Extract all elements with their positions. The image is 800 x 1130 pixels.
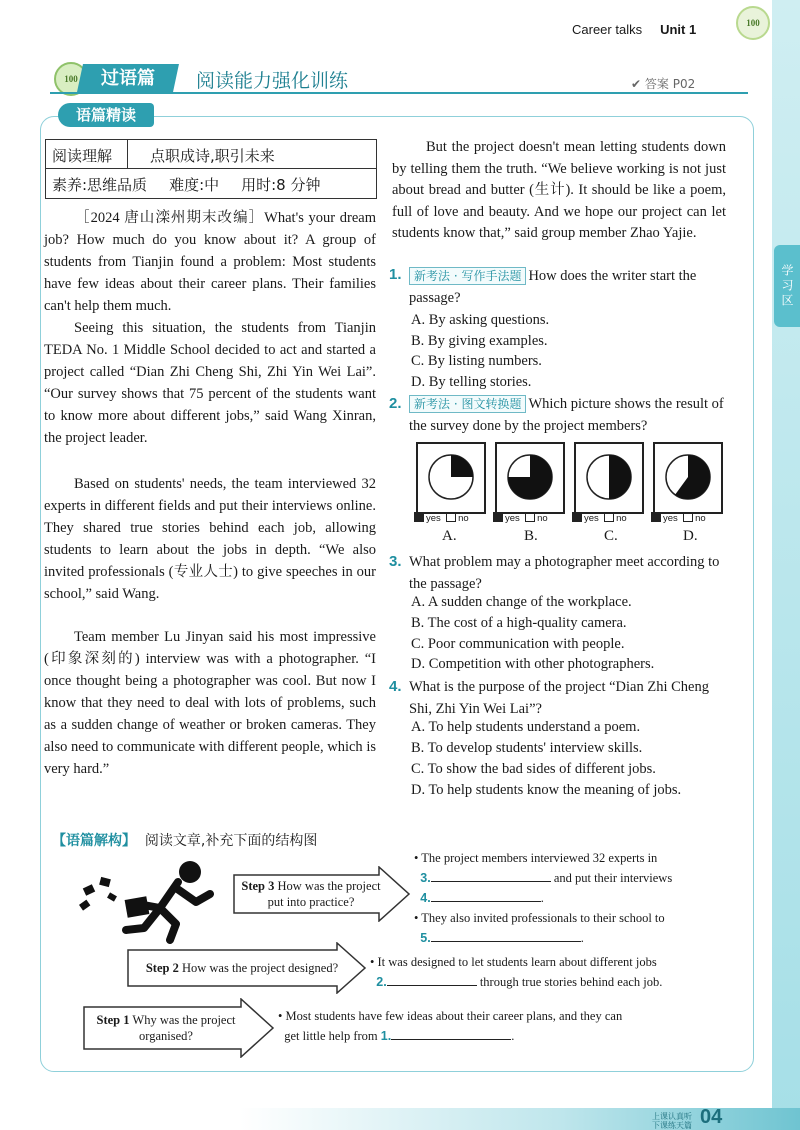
pie-chart-c-icon <box>582 450 636 504</box>
q3-option-d[interactable]: D. Competition with other photographers. <box>411 656 655 672</box>
yes-swatch-icon <box>493 512 503 522</box>
blank-1[interactable] <box>391 1039 511 1040</box>
question-number: 1. <box>389 266 402 283</box>
side-tab-study-zone[interactable]: 学习区 <box>774 245 800 327</box>
passage-paragraph-1: ［2024 唐山滦州期末改编］What's your dream job? How much do you know about it? A group of students from Tianjin found a problem: Most students have few ideas about their career plans. Their families can't help them much. <box>44 210 376 314</box>
legend: yes no <box>572 512 627 524</box>
blank-3[interactable] <box>431 881 551 882</box>
pie-chart-a-icon <box>424 450 478 504</box>
picture-option-c[interactable] <box>574 442 644 514</box>
pie-chart-d-icon <box>661 450 715 504</box>
step-1-bullets: • Most students have few ideas about their career plans, and they can get little help from 1. . <box>278 1009 623 1043</box>
q4-option-a[interactable]: A. To help students understand a poem. <box>411 719 641 735</box>
picture-label-c: C. <box>604 528 618 544</box>
q1-option-b[interactable]: B. By giving examples. <box>411 333 548 349</box>
footer-slogan: 上课认真听 下课练天篇 <box>652 1112 692 1130</box>
step-2-text: Step 2 How was the project designed? <box>145 961 339 975</box>
yes-swatch-icon <box>572 512 582 522</box>
question-tag: 新考法 · 写作手法题 <box>409 267 526 285</box>
answer-reference[interactable]: ✔ 答案 P02 <box>631 77 696 91</box>
blank-4[interactable] <box>431 901 541 902</box>
q4-option-d[interactable]: D. To help students know the meaning of jobs. <box>411 782 682 798</box>
question-2-stem: 新考法 · 图文转换题 Which picture shows the result of the survey done by the project members? <box>409 396 724 434</box>
pie-yes-slice <box>609 455 631 499</box>
mascot-icon: 100 <box>54 62 88 96</box>
q4-option-c[interactable]: C. To show the bad sides of different jobs. <box>411 761 656 777</box>
no-swatch-icon <box>446 512 456 522</box>
no-swatch-icon <box>683 512 693 522</box>
info-type: 阅读理解 <box>52 147 113 165</box>
step-3-text: Step 3 How was the project put into practice? <box>241 879 381 909</box>
picture-option-b[interactable] <box>495 442 565 514</box>
pie-chart-b-icon <box>503 450 557 504</box>
blank-2[interactable] <box>387 985 477 986</box>
banner-rule <box>50 92 748 94</box>
q4-option-b[interactable]: B. To develop students' interview skills. <box>411 740 643 756</box>
blank-5[interactable] <box>431 941 581 942</box>
passage-paragraph-3: Based on students' needs, the team interviewed 32 experts in different fields and put their interviews online. They shared true stories behind each job, allowing students to learn about the jobs in depth. “We also invited professionals (专业人士) to give speeches in our school,” said Wang. <box>44 476 376 602</box>
picture-option-a[interactable] <box>416 442 486 514</box>
step-1-text: Step 1 Why was the project organised? <box>96 1013 236 1043</box>
yes-swatch-icon <box>414 512 424 522</box>
intensive-reading-tag: 语篇精读 <box>58 103 154 127</box>
q3-option-a[interactable]: A. A sudden change of the workplace. <box>411 594 632 610</box>
question-3-stem: What problem may a photographer meet according to the passage? <box>409 554 720 592</box>
question-number: 2. <box>389 395 402 412</box>
q3-option-b[interactable]: B. The cost of a high-quality camera. <box>411 615 627 631</box>
legend: yes no <box>651 512 706 524</box>
question-number: 3. <box>389 553 402 570</box>
lesson-title: Career talks <box>572 22 643 37</box>
running-header <box>572 22 696 37</box>
right-margin-band <box>772 0 800 1130</box>
pie-yes-slice <box>451 455 473 477</box>
section-banner: 过语篇 <box>77 64 179 92</box>
legend: yes no <box>493 512 548 524</box>
logo-badge-icon: 100 <box>736 6 770 40</box>
q1-option-c[interactable]: C. By listing numbers. <box>411 353 542 369</box>
structure-title: 【语篇解构】 阅读文章,补充下面的结构图 <box>52 833 318 849</box>
section-subtitle: 阅读能力强化训练 <box>196 70 349 92</box>
info-box <box>45 139 377 199</box>
check-icon: ✔ <box>631 77 642 91</box>
passage-paragraph-2: Seeing this situation, the students from Tianjin TEDA No. 1 Middle School decided to act and started a project called “Dian Zhi Cheng Shi, Zhi Yin Wei Lai”. “Our survey shows that 75 percent of the students want to know more about different jobs,” said Wang Xinran, the project leader. <box>44 320 376 446</box>
question-number: 4. <box>389 678 402 695</box>
step-2-bullets: • It was designed to let students learn about different jobs 2. through true stories behind each job. <box>370 955 663 989</box>
passage-paragraph-4: Team member Lu Jinyan said his most impressive (印象深刻的) interview was with a photographer. “I once thought being a photographer was cool. But now I know that they need to deal with lots of problems, such as a sudden change of weather or broken cameras. They also need to communicate with different people, which is very hard.” <box>44 629 376 777</box>
no-swatch-icon <box>604 512 614 522</box>
question-tag: 新考法 · 图文转换题 <box>409 395 526 413</box>
q1-option-a[interactable]: A. By asking questions. <box>411 312 550 328</box>
passage-paragraph-5: But the project doesn't mean letting students down by telling them the truth. “We believe working is not just about bread and butter (生计). It should be like a poem, full of love and beauty. And we hope our project can let students know that,” said group member Zhao Yajie. <box>392 139 726 241</box>
picture-label-b: B. <box>524 528 538 544</box>
unit-label: Unit 1 <box>660 22 697 37</box>
picture-option-d[interactable] <box>653 442 723 514</box>
page-number: 04 <box>700 1106 723 1128</box>
q1-option-d[interactable]: D. By telling stories. <box>411 374 532 390</box>
info-topic: 点职成诗,职引未来 <box>150 147 275 165</box>
running-man-with-briefcase-icon <box>78 858 228 944</box>
yes-swatch-icon <box>651 512 661 522</box>
question-1-stem: 新考法 · 写作手法题 How does the writer start the passage? <box>409 268 697 306</box>
picture-label-d: D. <box>683 528 698 544</box>
no-swatch-icon <box>525 512 535 522</box>
step-3-bullets: • The project members interviewed 32 experts in 3. and put their interviews 4. . • They also invited professionals to their school to 5. . <box>414 851 673 945</box>
info-time: 用时:8 分钟 <box>241 176 321 194</box>
legend: yes no <box>414 512 469 524</box>
picture-label-a: A. <box>442 528 457 544</box>
info-difficulty: 难度:中 <box>169 176 220 194</box>
question-4-stem: What is the purpose of the project “Dian Zhi Cheng Shi, Zhi Yin Wei Lai”? <box>409 679 709 717</box>
q3-option-c[interactable]: C. Poor communication with people. <box>411 636 625 652</box>
info-skill: 素养:思维品质 <box>52 176 148 194</box>
